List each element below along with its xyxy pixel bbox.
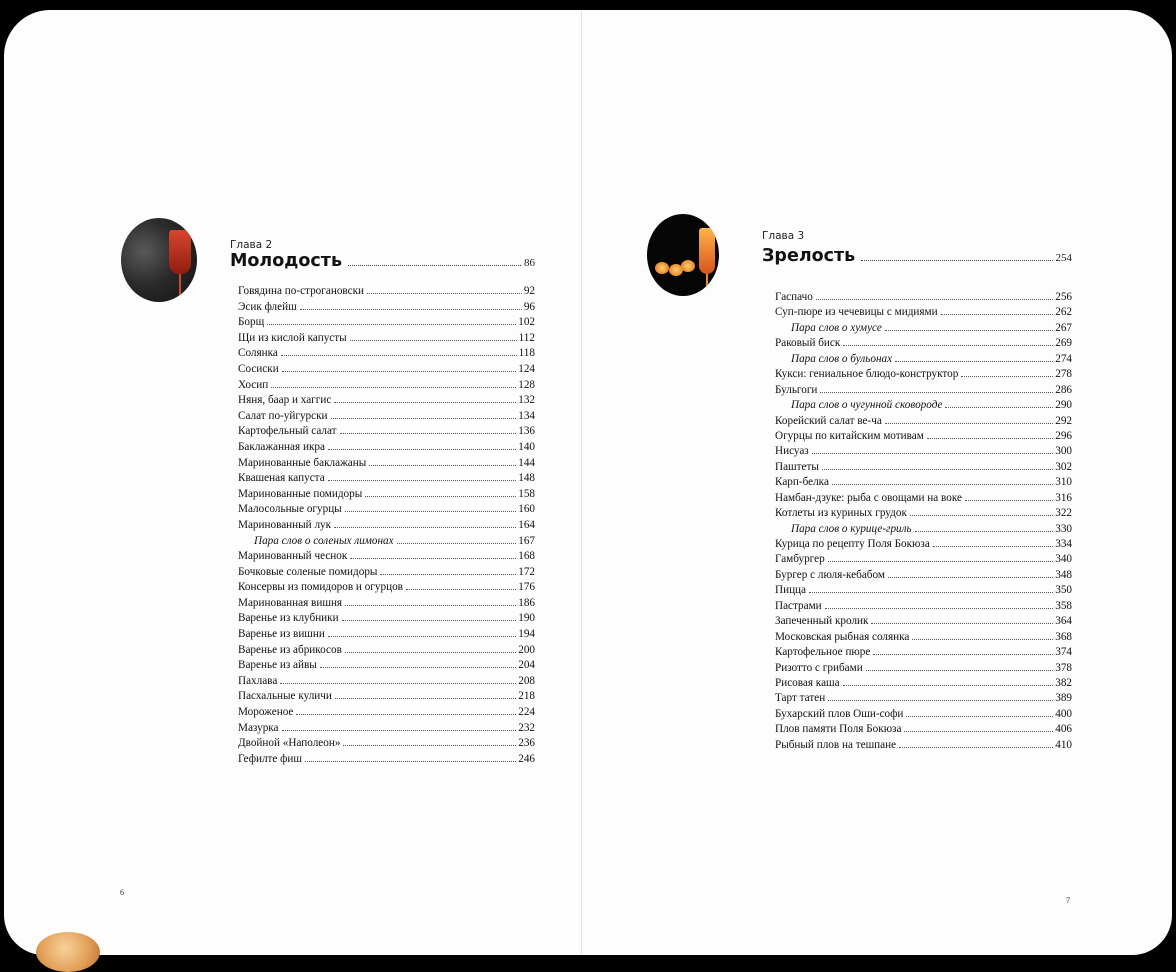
leader-dots [965,500,1053,501]
toc-entry-page: 296 [1055,429,1072,442]
toc-entry-page: 256 [1055,291,1072,303]
leader-dots [904,731,1053,732]
wine-glass-icon [169,230,191,274]
toc-entry-title: Плов памяти Поля Бокюза [775,723,902,736]
fruit-corner-image [36,932,100,972]
chapter-heading[interactable] [230,251,535,271]
toc-entry[interactable] [775,553,1072,568]
leader-dots [941,314,1054,315]
toc-entry-title: Мазурка [238,721,279,734]
chapter-label: Глава 3 [762,230,805,242]
leader-dots [334,527,516,528]
toc-subentry[interactable] [238,535,535,551]
toc-entry-page: 148 [518,472,535,485]
leader-dots [345,511,517,512]
toc-entry-page: 190 [518,612,535,625]
glass-stem [706,274,708,292]
left-page [4,10,581,955]
page-number: 6 [120,888,124,897]
leader-dots [843,345,1053,346]
toc-entry-title: Намбан-дзуке: рыба с овощами на воке [775,491,962,504]
toc-entry[interactable] [238,285,535,301]
leader-dots [406,589,516,590]
leader-dots [822,469,1053,470]
leader-dots [961,376,1053,377]
toc-entry-page: 140 [518,440,535,453]
toc-entry-title: Бургер с люля-кебабом [775,568,885,581]
toc-entry-page: 96 [523,300,535,313]
toc-entry-title: Пара слов о хумусе [791,321,882,334]
leader-dots [871,623,1053,624]
toc-entry-title: Варенье из абрикосов [238,643,342,656]
leader-dots [380,574,516,575]
toc-entry[interactable] [238,347,535,363]
toc-entry[interactable] [775,507,1072,522]
leader-dots [328,636,516,637]
toc-entry-title: Раковый биск [775,337,841,350]
toc-entry-page: 236 [518,737,535,750]
leader-dots [899,747,1053,748]
toc-entry-page: 167 [518,534,535,547]
toc-entry-page: 92 [523,285,535,297]
toc-entry[interactable] [238,628,535,644]
toc-entry-title: Гефилте фиш [238,752,303,765]
toc-subentry[interactable] [775,523,1072,538]
orange-slice-icon [681,260,695,272]
toc-entry-page: 278 [1055,368,1072,381]
leader-dots [331,418,517,419]
toc-entry-title: Маринованная вишня [238,596,343,609]
toc-entry-title: Рыбный плов на тешпане [775,738,897,751]
toc-entry-title: Варенье из клубники [238,612,339,625]
leader-dots [320,667,516,668]
toc-entry[interactable] [238,425,535,441]
toc-entry-page: 102 [518,316,535,329]
toc-subentry[interactable] [775,353,1072,368]
toc-entry-page: 118 [518,347,535,360]
toc-entry-title: Гаспачо [775,291,813,303]
toc-entry[interactable] [238,612,535,628]
toc-entry-page: 112 [518,331,535,344]
toc-entry-page: 128 [518,378,535,391]
toc-entry[interactable] [775,445,1072,460]
toc-entry[interactable] [238,722,535,738]
toc-entry[interactable] [238,488,535,504]
leader-dots [825,608,1054,609]
leader-dots [335,698,516,699]
toc-entry-title: Пара слов о курице-гриль [791,522,912,535]
toc-entry[interactable] [238,675,535,691]
chapter-title: Молодость [230,251,343,271]
toc-entry-page: 208 [518,674,535,687]
toc-entry-page: 186 [518,596,535,609]
toc-entry[interactable] [238,410,535,426]
toc-entry[interactable] [775,461,1072,476]
leader-dots [334,402,516,403]
leader-dots [296,714,516,715]
toc-entry[interactable] [775,291,1072,306]
leader-dots [340,433,517,434]
toc-entry-page: 290 [1055,399,1072,412]
toc-entry-title: Маринованный лук [238,518,332,531]
chapter-page-number: 86 [524,257,535,269]
leader-dots [267,324,516,325]
toc-entry[interactable] [238,316,535,332]
leader-dots [281,355,517,356]
toc-entry-title: Щи из кислой капусты [238,331,347,344]
toc-entry-title: Пастрами [775,599,822,612]
toc-entry-title: Двойной «Наполеон» [238,737,341,750]
leader-dots [282,371,517,372]
toc-entry[interactable] [238,753,535,769]
toc-entry[interactable] [238,503,535,519]
toc-entry[interactable] [238,690,535,706]
leader-dots [369,465,516,466]
leader-dots [885,330,1053,331]
toc-entry-page: 164 [518,518,535,531]
toc-entry-title: Огурцы по китайским мотивам [775,429,924,442]
chapter-heading[interactable] [762,246,1072,266]
toc-entry-title: Пара слов о бульонах [791,352,893,365]
toc-entry[interactable] [238,737,535,753]
toc-entry-page: 172 [518,565,535,578]
toc-entry-page: 160 [518,503,535,516]
leader-dots [282,730,517,731]
toc-entry-page: 410 [1055,738,1072,751]
leader-dots [820,392,1053,393]
toc-entry-title: Пахлава [238,674,278,687]
toc-subentry[interactable] [775,399,1072,414]
toc-entry[interactable] [775,677,1072,692]
leader-dots [906,716,1053,717]
toc-entry-page: 300 [1055,445,1072,458]
toc-entry[interactable] [775,723,1072,738]
chapter-2-thumbnail-icon [121,218,197,302]
toc-entry-page: 350 [1055,584,1072,597]
toc-entry[interactable] [238,519,535,535]
toc-entry-title: Кукси: гениальное блюдо-конструктор [775,368,959,381]
toc-entry-page: 364 [1055,615,1072,628]
toc-entry-title: Курица по рецепту Поля Бокюза [775,538,930,550]
toc-entry[interactable] [775,600,1072,615]
leader-dots [888,577,1053,578]
toc-entry-page: 389 [1055,692,1072,705]
leader-dots [912,639,1053,640]
toc-list [238,285,535,768]
leader-dots [350,558,516,559]
toc-entry[interactable] [775,337,1072,352]
toc-entry-title: Консервы из помидоров и огурцов [238,581,403,594]
toc-entry[interactable] [775,692,1072,707]
toc-entry-page: 200 [518,643,535,656]
toc-entry-title: Картофельное пюре [775,646,871,659]
toc-entry-title: Салат по-уйгурски [238,409,328,422]
toc-list [775,291,1072,754]
toc-entry-title: Паштеты [775,460,819,473]
leader-dots [345,605,516,606]
toc-entry-title: Маринованные баклажаны [238,456,367,469]
leader-dots [343,745,516,746]
leader-dots [812,453,1054,454]
toc-entry-title: Борщ [238,316,265,329]
toc-entry[interactable] [238,706,535,722]
toc-entry-page: 124 [518,362,535,375]
toc-entry[interactable] [775,646,1072,661]
toc-entry-page: 274 [1055,352,1072,365]
toc-entry[interactable] [775,430,1072,445]
toc-entry[interactable] [238,644,535,660]
toc-entry[interactable] [775,569,1072,584]
leader-dots [328,449,516,450]
toc-entry-page: 176 [518,581,535,594]
leader-dots [809,592,1053,593]
leader-dots [927,438,1053,439]
toc-entry[interactable] [238,550,535,566]
toc-entry-page: 316 [1055,491,1072,504]
toc-entry-page: 136 [518,425,535,438]
toc-entry-title: Говядина по-строгановски [238,285,365,297]
toc-entry-page: 322 [1055,507,1072,520]
toc-entry[interactable] [775,708,1072,723]
drink-glass-icon [699,228,715,274]
toc-subentry[interactable] [775,322,1072,337]
leader-dots [832,484,1053,485]
leader-dots [861,260,1052,261]
toc-entry-title: Нисуаз [775,445,809,458]
chapter-label: Глава 2 [230,239,273,251]
toc-entry-page: 310 [1055,476,1072,489]
orange-slice-icon [655,262,669,274]
toc-entry-page: 194 [518,628,535,641]
toc-entry-title: Варенье из айвы [238,659,317,672]
toc-entry-page: 334 [1055,538,1072,550]
toc-entry-title: Баклажанная икра [238,440,325,453]
leader-dots [873,654,1053,655]
leader-dots [895,361,1053,362]
toc-entry-title: Мороженое [238,706,294,719]
toc-entry-page: 246 [518,752,535,765]
toc-entry-page: 382 [1055,676,1072,689]
toc-entry-page: 144 [518,456,535,469]
toc-entry-title: Пара слов о чугунной сковороде [791,399,943,412]
toc-entry-title: Бульгоги [775,383,818,396]
toc-entry-page: 204 [518,659,535,672]
toc-entry-page: 292 [1055,414,1072,427]
leader-dots [945,407,1053,408]
toc-entry-title: Сосиски [238,362,279,375]
leader-dots [915,531,1054,532]
toc-entry-page: 368 [1055,630,1072,643]
toc-entry-page: 400 [1055,707,1072,720]
toc-entry-title: Квашеная капуста [238,472,325,485]
toc-entry-title: Бухарский плов Оши-софи [775,707,904,720]
leader-dots [933,546,1053,547]
chapter-title: Зрелость [762,246,856,266]
leader-dots [350,340,517,341]
toc-entry-title: Котлеты из куриных грудок [775,507,907,520]
toc-entry-page: 348 [1055,568,1072,581]
toc-entry[interactable] [238,332,535,348]
toc-entry[interactable] [238,394,535,410]
toc-entry[interactable] [238,301,535,317]
toc-entry[interactable] [775,631,1072,646]
chapter-3-thumbnail-icon [647,214,719,296]
toc-entry-title: Картофельный салат [238,425,337,438]
toc-entry-title: Варенье из вишни [238,628,325,641]
leader-dots [866,670,1054,671]
toc-entry[interactable] [775,662,1072,677]
toc-entry-page: 374 [1055,646,1072,659]
toc-entry[interactable] [775,415,1072,430]
leader-dots [328,480,517,481]
toc-entry-title: Пара слов о соленых лимонах [254,534,394,547]
toc-entry-title: Корейский салат ве-ча [775,414,882,427]
toc-entry-title: Малосольные огурцы [238,503,342,516]
leader-dots [397,543,517,544]
leader-dots [843,685,1054,686]
toc-entry-title: Маринованный чеснок [238,550,348,563]
toc-entry[interactable] [238,457,535,473]
toc-entry[interactable] [775,368,1072,383]
toc-entry-title: Карп-белка [775,476,829,489]
toc-entry-title: Запеченный кролик [775,615,869,628]
toc-entry-title: Суп-пюре из чечевицы с мидиями [775,306,938,319]
toc-entry[interactable] [238,441,535,457]
toc-entry-title: Пицца [775,584,807,597]
toc-entry[interactable] [238,566,535,582]
toc-entry-title: Ризотто с грибами [775,661,863,674]
toc-entry-title: Пасхальные куличи [238,690,332,703]
toc-entry-title: Гамбургер [775,553,825,566]
leader-dots [300,309,522,310]
book-spread [4,10,1172,955]
toc-entry-page: 267 [1055,321,1072,334]
toc-entry-page: 330 [1055,522,1072,535]
toc-entry-title: Московская рыбная солянка [775,630,910,643]
toc-entry-page: 224 [518,706,535,719]
toc-entry-page: 134 [518,409,535,422]
toc-entry[interactable] [775,384,1072,399]
chapter-page-number: 254 [1055,252,1072,264]
toc-entry[interactable] [238,472,535,488]
toc-entry-title: Хосип [238,378,269,391]
toc-entry[interactable] [775,584,1072,599]
toc-entry[interactable] [775,306,1072,321]
leader-dots [365,496,516,497]
toc-entry[interactable] [238,581,535,597]
toc-entry-page: 358 [1055,599,1072,612]
leader-dots [305,761,516,762]
toc-entry-page: 132 [518,394,535,407]
toc-entry[interactable] [238,363,535,379]
toc-entry-page: 232 [518,721,535,734]
toc-entry-title: Рисовая каша [775,676,840,689]
toc-entry-page: 262 [1055,306,1072,319]
toc-entry-title: Эсик флейш [238,300,297,313]
leader-dots [910,515,1053,516]
leader-dots [348,265,521,266]
leader-dots [345,652,516,653]
toc-entry-page: 269 [1055,337,1072,350]
toc-entry[interactable] [238,659,535,675]
toc-entry-page: 406 [1055,723,1072,736]
toc-entry-page: 168 [518,550,535,563]
toc-entry-page: 286 [1055,383,1072,396]
toc-entry[interactable] [238,379,535,395]
toc-entry[interactable] [238,597,535,613]
toc-entry-page: 378 [1055,661,1072,674]
leader-dots [271,387,516,388]
leader-dots [280,683,516,684]
leader-dots [828,700,1053,701]
leader-dots [367,293,522,294]
toc-entry-page: 218 [518,690,535,703]
toc-entry[interactable] [775,476,1072,491]
toc-entry-title: Няня, баар и хаггис [238,394,332,407]
toc-entry-title: Бочковые соленые помидоры [238,565,378,578]
leader-dots [885,423,1053,424]
toc-entry-title: Маринованные помидоры [238,487,363,500]
glass-stem [179,274,181,296]
toc-entry[interactable] [775,538,1072,553]
leader-dots [828,561,1054,562]
toc-entry-page: 302 [1055,460,1072,473]
leader-dots [816,299,1053,300]
toc-entry-title: Тарт татен [775,692,826,705]
toc-entry[interactable] [775,492,1072,507]
toc-entry-page: 158 [518,487,535,500]
toc-entry-page: 340 [1055,553,1072,566]
toc-entry[interactable] [775,739,1072,754]
toc-entry[interactable] [775,615,1072,630]
page-number: 7 [1066,896,1070,905]
toc-entry-title: Солянка [238,347,278,360]
leader-dots [342,620,517,621]
